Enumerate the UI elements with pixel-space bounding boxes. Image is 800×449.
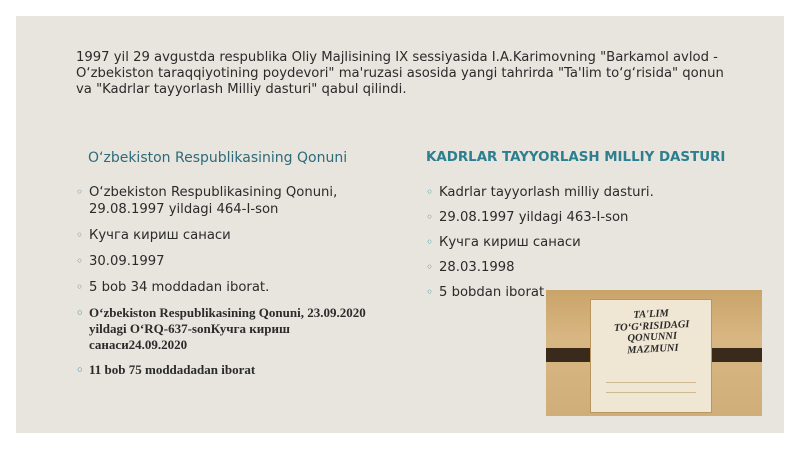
list-item: ◦ Kadrlar tayyorlash milliy dasturi. <box>426 184 746 201</box>
list-item: ◦ 28.03.1998 <box>426 259 746 276</box>
list-item: ◦ Кучга кириш санаси <box>426 234 746 251</box>
list-item: ◦ O‘zbekiston Respublikasining Qonuni, 23.09.2020 yildagi O‘RQ-637-sonКучга кириш санаси24.09.2020 <box>76 305 386 353</box>
book-title <box>599 306 705 357</box>
list-item: ◦ 11 bob 75 moddadadan iborat <box>76 362 386 378</box>
book-cover-image <box>546 290 762 416</box>
book-decor-line <box>606 392 696 393</box>
book-title-line: TO‘G‘RISIDAGI <box>613 318 690 334</box>
book-decor-line <box>606 382 696 383</box>
book-title-line: TA'LIM <box>633 308 670 321</box>
list-item: ◦ 30.09.1997 <box>76 253 386 270</box>
left-column-heading: O‘zbekiston Respublikasining Qonuni <box>88 150 348 166</box>
right-column-heading: KADRLAR TAYYORLASH MILLIY DASTURI <box>426 150 726 165</box>
intro-paragraph: 1997 yil 29 avgustda respublika Oliy Majlisining IX sessiyasida I.A.Karimovning "Barkamol avlod - O‘zbekiston taraqqiyotining poydevori" ma'ruzasi asosida yangi tahrirda "Ta'lim to‘g‘risida" qonun va "Kadrlar tayyorlash Milliy dasturi" qabul qilindi. <box>76 50 724 97</box>
book-title-line: QONUNNI <box>627 330 678 345</box>
slide <box>16 16 784 433</box>
book-title-line: MAZMUNI <box>626 342 679 356</box>
list-item: ◦ 5 bob 34 moddadan iborat. <box>76 279 386 296</box>
list-item: ◦ Кучга кириш санаси <box>76 227 386 244</box>
list-item: ◦ 5 bobdan iborat <box>426 284 746 301</box>
list-item: ◦ 29.08.1997 yildagi 463-I-son <box>426 209 746 226</box>
list-item: ◦ O‘zbekiston Respublikasining Qonuni, 29.08.1997 yildagi 464-I-son <box>76 184 386 218</box>
left-bullet-list <box>76 184 386 387</box>
